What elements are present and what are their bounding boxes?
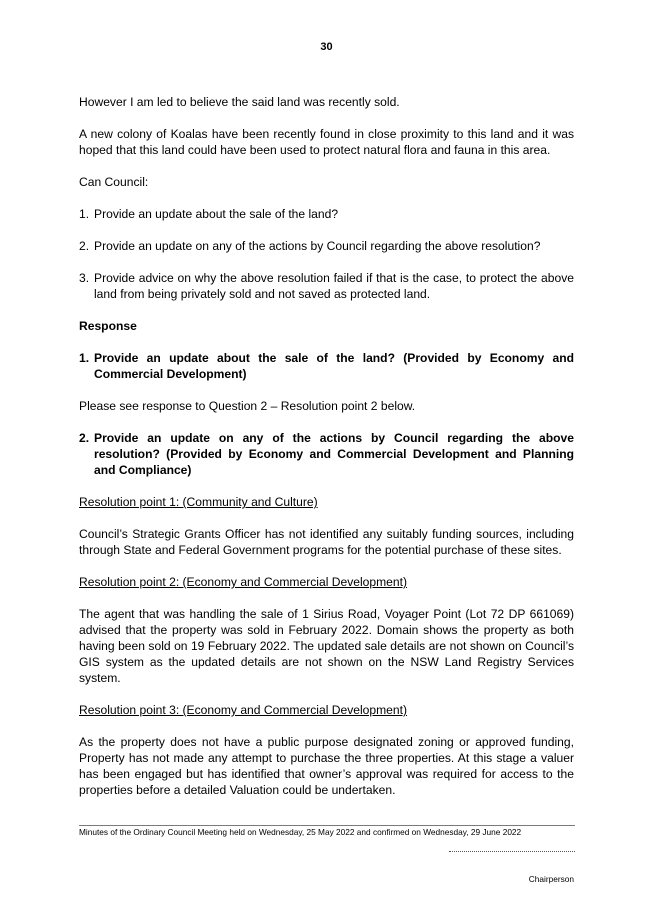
response-note: Please see response to Question 2 – Resolution point 2 below.	[79, 399, 416, 413]
list-item	[79, 430, 574, 478]
list-number: 2.	[79, 239, 90, 253]
resolution-heading: Resolution point 2: (Economy and Commercial Development)	[79, 575, 408, 589]
paragraph: A new colony of Koalas have been recently found in close proximity to this land and it was hoped that this land could have been used to protect natural flora and fauna in this area.	[79, 127, 574, 157]
resolution-body: As the property does not have a public purpose designated zoning or approved funding, Property has not made any attempt to purchase the three properties. At this stage a valuer has been engaged but has identified that owner’s approval was required for access to the properties before a detailed Valuation could be undertaken.	[79, 735, 574, 797]
resolution-heading: Resolution point 1: (Community and Culture)	[79, 495, 318, 509]
list-text: Provide an update on any of the actions by Council regarding the above resolution? (Provided by Economy and Commercial Development and Planning and Compliance)	[94, 431, 574, 477]
list-item	[79, 350, 574, 382]
question-list	[79, 206, 574, 302]
list-number: 1.	[79, 351, 90, 365]
document-body	[79, 94, 574, 814]
resolution-body: Council’s Strategic Grants Officer has not identified any suitably funding sources, including through State and Federal Government programs for the potential purchase of these sites.	[79, 527, 574, 557]
list-number: 1.	[79, 207, 90, 221]
list-text: Provide an update about the sale of the land?	[94, 207, 339, 221]
signature-line	[449, 851, 575, 852]
list-item	[79, 238, 574, 254]
resolution-heading: Resolution point 3: (Economy and Commercial Development)	[79, 703, 408, 717]
footer-divider	[79, 825, 575, 826]
signature-label: Chairperson	[528, 874, 574, 884]
list-item	[79, 270, 574, 302]
list-text: Provide advice on why the above resolution failed if that is the case, to protect the above land from being privately sold and not saved as protected land.	[94, 271, 574, 301]
footer-minutes: Minutes of the Ordinary Council Meeting held on Wednesday, 25 May 2022 and confirmed on Wednesday, 29 June 2022	[79, 827, 522, 837]
response-item	[79, 350, 574, 382]
list-number: 3.	[79, 271, 90, 285]
list-text: Provide an update about the sale of the land? (Provided by Economy and Commercial Development)	[94, 351, 574, 381]
resolution-body: The agent that was handling the sale of 1 Sirius Road, Voyager Point (Lot 72 DP 661069) advised that the property was sold in February 2022. Domain shows the property as both having been sold on 19 February 2022. The updated sale details are not shown on Council’s GIS system as the updated details are not shown on the NSW Land Registry Services system.	[79, 607, 574, 685]
response-heading: Response	[79, 319, 137, 333]
paragraph: However I am led to believe the said land was recently sold.	[79, 95, 400, 109]
response-item	[79, 430, 574, 478]
list-item	[79, 206, 574, 222]
page-number: 30	[320, 41, 333, 53]
list-text: Provide an update on any of the actions by Council regarding the above resolution?	[94, 239, 541, 253]
list-number: 2.	[79, 431, 90, 445]
paragraph: Can Council:	[79, 175, 149, 189]
